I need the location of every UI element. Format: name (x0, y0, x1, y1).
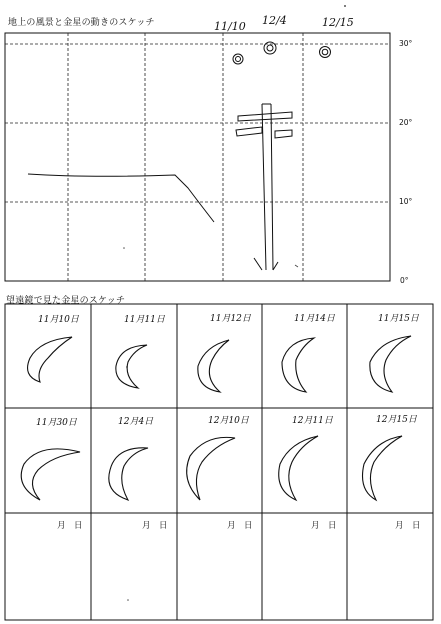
cell-label-14: 月 日 (311, 521, 337, 531)
cell-label-1: 11月10日 (38, 315, 79, 325)
cell-label-8: 12月10日 (208, 416, 249, 426)
cell-label-9: 12月11日 (292, 416, 333, 426)
date-label-2: 12/4 (262, 14, 287, 27)
altitude-label-20: 20° (399, 118, 413, 127)
cell-label-12: 月 日 (142, 521, 168, 531)
venus-sketch-nov12 (198, 340, 229, 392)
date-label-3: 12/15 (322, 16, 354, 29)
telescope-section-title: 望遠鏡で見た金星のスケッチ (6, 296, 126, 306)
cell-label-15: 月 日 (395, 521, 421, 531)
cell-label-4: 11月14日 (294, 314, 335, 324)
altitude-label-10: 10° (399, 197, 413, 206)
altitude-label-30: 30° (399, 39, 413, 48)
cell-label-13: 月 日 (227, 521, 253, 531)
venus-sketch-nov14 (282, 338, 314, 392)
altitude-label-0: 0° (400, 276, 409, 285)
venus-sketch-nov15 (370, 336, 411, 392)
venus-sketch-nov10 (28, 337, 72, 382)
cell-label-3: 11月12日 (210, 314, 251, 324)
date-label-1: 11/10 (214, 20, 246, 33)
venus-sketch-nov30 (21, 449, 80, 500)
venus-sketch-nov11 (116, 345, 147, 388)
cell-label-11: 月 日 (57, 521, 83, 531)
venus-sketch-dec10 (187, 437, 235, 500)
cell-label-6: 11月30日 (36, 418, 77, 428)
venus-sketch-dec4 (109, 448, 148, 500)
telescope-grid-lines (5, 304, 433, 620)
cell-label-10: 12月15日 (376, 415, 417, 425)
venus-sketch-dec11 (279, 436, 318, 500)
landscape-section-title: 地上の風景と金星の動きのスケッチ (8, 18, 155, 28)
venus-sketch-dec15 (363, 436, 403, 500)
cell-label-5: 11月15日 (378, 314, 419, 324)
cell-label-2: 11月11日 (124, 315, 165, 325)
cell-label-7: 12月4日 (118, 417, 154, 427)
